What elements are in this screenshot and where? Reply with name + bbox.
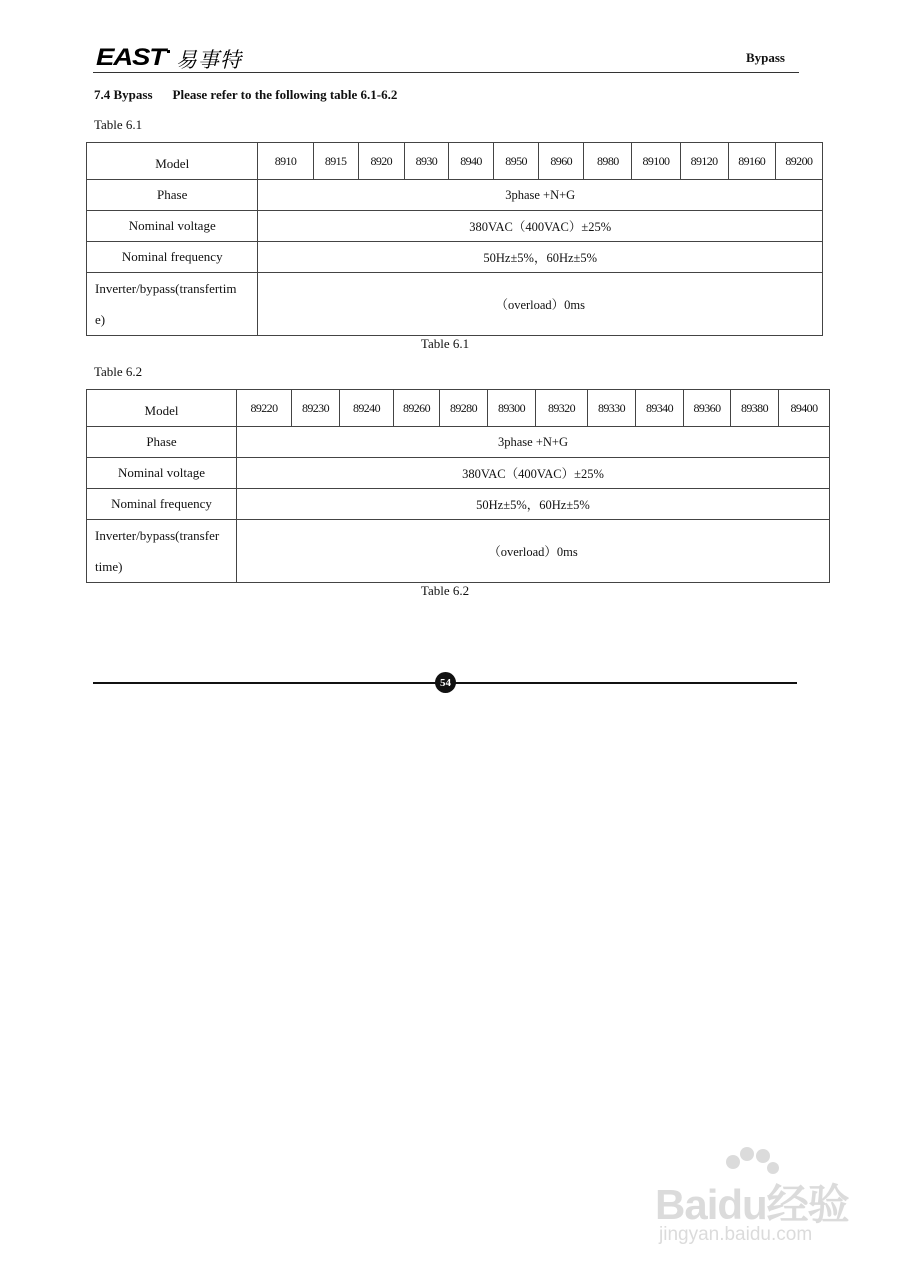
transfer-label-line2: time)	[95, 559, 123, 574]
model-cell: 8950	[494, 143, 539, 180]
section-title	[94, 87, 397, 103]
model-cell: 89160	[728, 143, 775, 180]
model-cell: 89360	[684, 390, 731, 427]
table-row	[87, 390, 830, 427]
table-6-2	[86, 389, 830, 583]
frequency-value-cell: 50Hz±5%，60Hz±5%	[258, 242, 823, 273]
table2-label: Table 6.2	[94, 364, 143, 379]
table-row	[87, 427, 830, 458]
watermark-brand: Baidu经验	[655, 1181, 849, 1228]
table1-label: Table 6.1	[94, 117, 143, 132]
table-6-1	[86, 142, 823, 336]
baidu-watermark	[649, 1140, 849, 1260]
frequency-label-cell: Nominal frequency	[87, 242, 258, 273]
model-cell: 89100	[632, 143, 680, 180]
voltage-label-cell: Nominal voltage	[87, 458, 237, 489]
transfer-label-line1: Inverter/bypass(transfertim	[95, 281, 237, 296]
model-cell: 89300	[488, 390, 536, 427]
model-cell: 89330	[588, 390, 636, 427]
table-row	[87, 242, 823, 273]
voltage-value-cell: 380VAC（400VAC）±25%	[258, 211, 823, 242]
header-rule	[93, 72, 799, 73]
transfer-label-line2: e)	[95, 312, 106, 327]
model-cell: 89220	[237, 390, 292, 427]
transfer-value-cell: （overload）0ms	[258, 273, 823, 336]
model-cell: 8930	[404, 143, 448, 180]
model-cell: 89320	[536, 390, 588, 427]
table-row	[87, 143, 823, 180]
model-cell: 89200	[775, 143, 822, 180]
model-cell: 89340	[636, 390, 684, 427]
table-row	[87, 211, 823, 242]
transfer-label-cell	[87, 520, 237, 583]
table2-caption: Table 6.2	[420, 583, 470, 598]
model-cell: 89230	[292, 390, 340, 427]
table1-caption: Table 6.1	[420, 336, 470, 351]
model-cell: 89280	[440, 390, 488, 427]
table-row	[87, 520, 830, 583]
model-cell: 8940	[448, 143, 493, 180]
watermark-url: jingyan.baidu.com	[659, 1224, 813, 1245]
model-cell: 8980	[584, 143, 632, 180]
model-cell: 8915	[313, 143, 358, 180]
header-section-name: Bypass	[745, 50, 785, 65]
phase-value-cell: 3phase +N+G	[237, 427, 830, 458]
phase-label-cell: Phase	[87, 180, 258, 211]
model-cell: 89260	[394, 390, 440, 427]
model-label-cell: Model	[87, 143, 258, 180]
transfer-value-cell: （overload）0ms	[237, 520, 830, 583]
logo-dot	[167, 50, 170, 53]
voltage-label-cell: Nominal voltage	[87, 211, 258, 242]
model-cell: 89120	[680, 143, 728, 180]
table-row	[87, 180, 823, 211]
model-cell: 8910	[258, 143, 313, 180]
transfer-label-line1: Inverter/bypass(transfer	[95, 528, 220, 543]
transfer-label-cell	[87, 273, 258, 336]
section-intro: Please refer to the following table 6.1-6.2	[172, 87, 398, 102]
section-number-title: 7.4 Bypass	[94, 87, 153, 102]
phase-value-cell: 3phase +N+G	[258, 180, 823, 211]
frequency-label-cell: Nominal frequency	[87, 489, 237, 520]
model-cell: 89400	[779, 390, 830, 427]
model-cell: 8920	[358, 143, 404, 180]
east-logo-chinese: 易事特	[176, 48, 242, 72]
east-logo-text: EAST	[96, 44, 166, 71]
voltage-value-cell: 380VAC（400VAC）±25%	[237, 458, 830, 489]
table-row	[87, 458, 830, 489]
table-row	[87, 489, 830, 520]
model-cell: 8960	[539, 143, 584, 180]
page-number: 54	[435, 672, 456, 693]
table-row	[87, 273, 823, 336]
model-cell: 89380	[731, 390, 779, 427]
frequency-value-cell: 50Hz±5%，60Hz±5%	[237, 489, 830, 520]
model-label-cell: Model	[87, 390, 237, 427]
phase-label-cell: Phase	[87, 427, 237, 458]
model-cell: 89240	[340, 390, 394, 427]
